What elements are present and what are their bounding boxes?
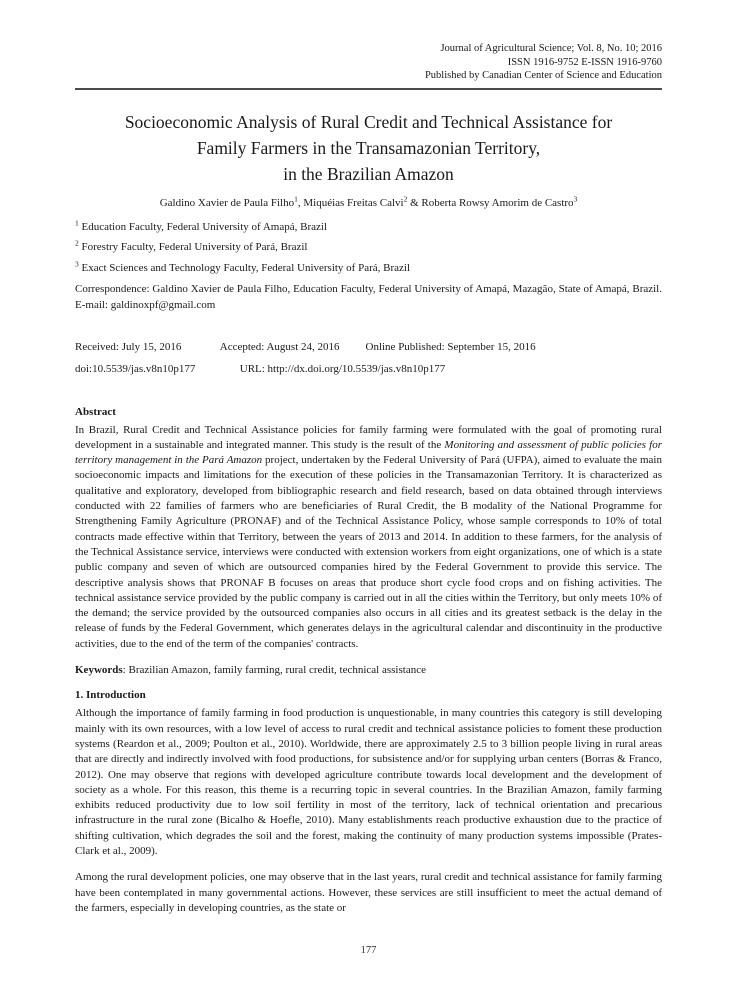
correspondence-note: Correspondence: Galdino Xavier de Paula Filho, Education Faculty, Federal University of Amapá, Mazagão, State of Amapá, Brazil. E-mail: galdinoxpf@gmail.com bbox=[75, 283, 662, 311]
affiliation-2 bbox=[75, 238, 662, 255]
author-2-affil-marker: 2 bbox=[403, 193, 408, 203]
introduction-paragraph-2: Among the rural development policies, one may observe that in the last years, rural credit and technical assistance for family farming have been contemplated in many governmental actions. However, these services are still insufficient to meet the actual demand of the farmers, especially in developing countries, as the state or bbox=[75, 871, 662, 914]
online-published-date: Online Published: September 15, 2016 bbox=[365, 340, 536, 353]
author-1-name: Galdino Xavier de Paula Filho bbox=[159, 196, 295, 209]
abstract-heading: Abstract bbox=[75, 405, 116, 418]
journal-name-volume: Journal of Agricultural Science; Vol. 8, No. 10; 2016 bbox=[440, 43, 662, 54]
authors-line bbox=[75, 193, 662, 209]
author-3-affil-marker: 3 bbox=[573, 193, 578, 203]
affiliation-1-text: Education Faculty, Federal University of Amapá, Brazil bbox=[78, 220, 327, 233]
article-title bbox=[75, 109, 662, 187]
journal-header bbox=[75, 42, 662, 83]
keywords-line bbox=[75, 663, 662, 678]
abstract-text-part-2: project, undertaken by the Federal University of Pará (UFPA), aimed to evaluate the main socioeconomic impacts and limitations for the execution of these policies in the Transamazonian Territory. It is characterized as qualitative and exploratory, developed from bibliographic research and field research, based on data obtained through interviews conducted with 22 families of farmers who are beneficiaries of Rural Credit, the B modality of the National Programme for Strengthening Family Agriculture (PRONAF) and of the Technical Assistance Policy, whose sample corresponds to 10% of total contracts made effective within that Territory, between the years of 2013 and 2014. In addition to these farmers, for the analysis of the Technical Assistance service, interviews were conducted with extension workers from eight organizations, one of which is a state public company and seven of which are outsourced companies hired by the Federal Government to provide this service. The descriptive analysis shows that PRONAF B focuses on areas that produce short cycle food crops and on fishing activities. The technical assistance service provided by the public company is carried out in all the cities within the Territory, but only meets 10% of the demand; the service provided by the outsourced companies also occurs in all cities and its greatest setback is the delay in the release of funds by the Federal Government, which generates delays in the agricultural calendar and discontinuity in the productive activities, due to the end of the term of the companies' contracts. bbox=[75, 454, 662, 650]
affiliation-3 bbox=[75, 258, 662, 276]
journal-issn: ISSN 1916-9752 E-ISSN 1916-9760 bbox=[507, 56, 662, 68]
section-heading-introduction: 1. Introduction bbox=[75, 689, 146, 702]
article-title-line-3: in the Brazilian Amazon bbox=[283, 163, 454, 184]
affiliation-2-marker: 2 bbox=[75, 238, 79, 248]
journal-publisher: Published by Canadian Center of Science and Education bbox=[424, 70, 662, 81]
affiliation-3-marker: 3 bbox=[75, 258, 79, 268]
affiliation-2-text: Forestry Faculty, Federal University of Pará, Brazil bbox=[78, 241, 308, 253]
affiliations-block bbox=[75, 217, 662, 276]
author-1-affil-marker: 1 bbox=[294, 193, 298, 203]
article-title-line-1: Socioeconomic Analysis of Rural Credit and Technical Assistance for bbox=[124, 111, 613, 132]
dates-row-1 bbox=[75, 340, 662, 354]
received-date: Received: July 15, 2016 bbox=[75, 340, 182, 353]
page-number: 177 bbox=[360, 945, 377, 956]
doi-text: doi:10.5539/jas.v8n10p177 bbox=[75, 362, 196, 375]
header-divider bbox=[75, 88, 662, 90]
author-separator-2: & bbox=[407, 196, 422, 209]
affiliation-3-text: Exact Sciences and Technology Faculty, Federal University of Pará, Brazil bbox=[78, 261, 411, 274]
publication-dates-block bbox=[75, 340, 662, 376]
author-3-name: Roberta Rowsy Amorim de Castro bbox=[421, 196, 574, 209]
keywords-text: : Brazilian Amazon, family farming, rural credit, technical assistance bbox=[122, 664, 426, 677]
abstract-body bbox=[75, 423, 662, 652]
keywords-label: Keywords bbox=[75, 664, 123, 677]
affiliation-1 bbox=[75, 217, 662, 235]
accepted-date: Accepted: August 24, 2016 bbox=[219, 340, 340, 353]
page-content bbox=[75, 0, 662, 927]
abstract-project-name: Monitoring and assessment of public policies for territory management in the Pará Amazon bbox=[75, 438, 662, 467]
dates-row-2 bbox=[75, 362, 662, 376]
author-separator-1: , bbox=[297, 196, 304, 209]
affiliation-1-marker: 1 bbox=[75, 217, 79, 227]
introduction-paragraph-1: Although the importance of family farming in food production is unquestionable, in many countries this category is still developing mainly with its own resources, with a low level of access to rural credit and technical assistance policies to foment these production systems (Reardon et al., 2009; Poulton et al., 2010). Worldwide, there are approximately 2.5 to 3 billion people living in rural areas that are directly and indirectly involved with food productions, for subsistence and/or for supplying urban centers (Borras & Franco, 2012). One may observe that regions with developed agriculture contribute towards local development and the development of society as a whole. For this reason, this theme is a recurring topic in several countries. In the Brazilian Amazon, family farming exhibits reduced productivity due to low soil fertility in most of the territory, lack of technical orientation and precarious infrastructure in the rural zone (Bicalho & Hoefle, 2010). Many establishments reach productive exhaustion due to the practice of shifting cultivation, which degrades the soil and the forest, making the continuity of many production systems impossible (Prates-Clark et al., 2009). bbox=[75, 707, 662, 858]
abstract-text-part-1: In Brazil, Rural Credit and Technical Assistance policies for family farming were formulated with the goal of promoting rural development in a sustainable and integrated manner. This study is the result of the bbox=[75, 423, 662, 451]
author-2-name: Miquéias Freitas Calvi bbox=[303, 196, 404, 209]
article-title-line-2: Family Farmers in the Transamazonian Territory, bbox=[196, 137, 541, 158]
doi-url: URL: http://dx.doi.org/10.5539/jas.v8n10p177 bbox=[239, 362, 446, 375]
